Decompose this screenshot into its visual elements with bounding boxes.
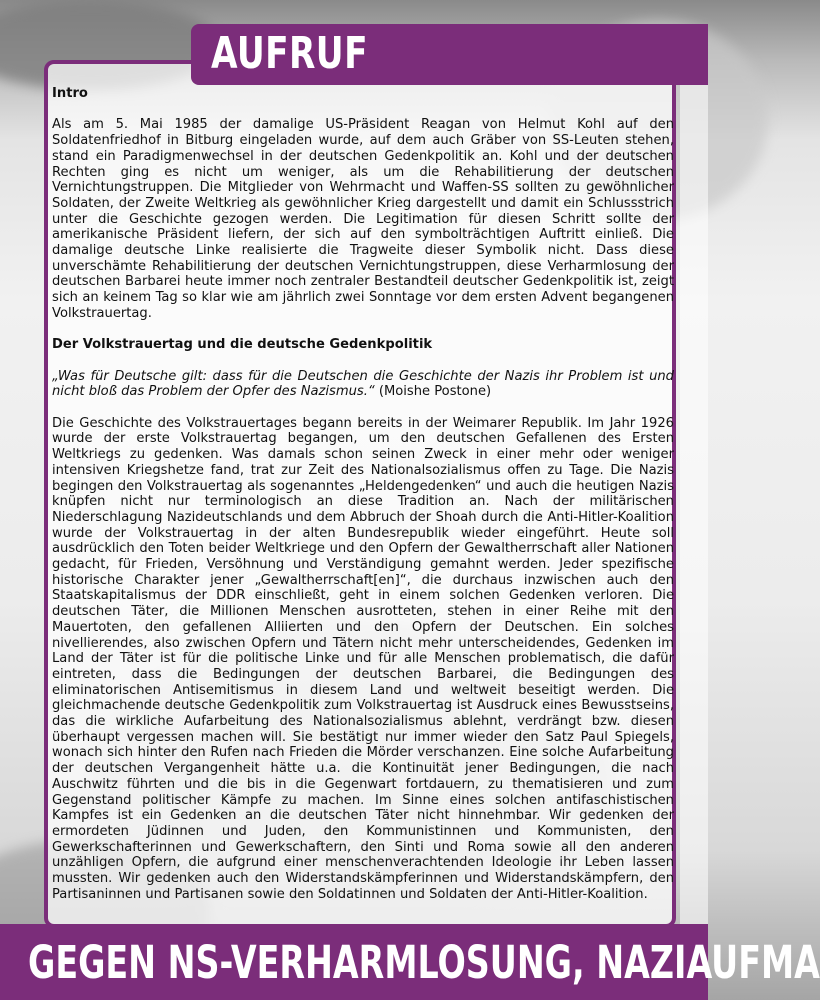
quote-author: (Moishe Postone): [374, 384, 492, 400]
header-banner: [191, 24, 708, 85]
page-title: AUFRUF: [211, 28, 368, 79]
right-edge-strip: [680, 85, 708, 925]
section-heading: Der Volkstrauertag und die deutsche Gedenkpolitik: [52, 337, 433, 353]
intro-heading: Intro: [52, 86, 88, 101]
footer-banner: [0, 924, 820, 1000]
quote-paragraph: [52, 369, 674, 400]
article-body: [52, 86, 674, 903]
body-paragraph: Die Geschichte des Volkstrauertages begann bereits in der Weimarer Republik. Im Jahr 1926 wurde der erste Volkstrauertag begangen, um den deutschen Gefallenen des Ersten Weltkriegs zu gedenken. Was damals schon seinen Zweck in einer mehr oder weniger intensiven Kriegshetze fand, trat zur Zeit des Nationalsozialismus offen zu Tage. Die Nazis begingen den Volkstrauertag als sogenanntes „Heldengedenken“ und auch die heutigen Nazis knüpfen nicht nur terminologisch an diese Tradition an. Nach der militärischen Niederschlagung Nazideutschlands und dem Abbruch der Shoah durch die Anti-Hitler-Koalition wurde der Volkstrauertag in der alten Bundesrepublik wieder eingeführt. Heute soll ausdrücklich den Toten beider Weltkriege und den Opfern der Gewaltherrschaft aller Nationen gedacht, für Frieden, Versöhnung und Verständigung gemahnt werden. Jeder spezifische historische Charakter jener „Gewaltherrschaft[en]“, die durchaus inzwischen auch den Staatskapitalismus der DDR einschließt, geht in einem solchen Gedenken verloren. Die deutschen Täter, die Millionen Menschen ausrotteten, stehen in einer Reihe mit den Mauertoten, den gefallenen Alliierten und den Opfern der Deutschen. Ein solches nivellierendes, also zwischen Opfern und Tätern nicht mehr unterscheidendes, Gedenken im Land der Täter ist für die politische Linke und für alle Menschen problematisch, die dafür eintreten, dass die Bedingungen der deutschen Barbarei, die Bedingungen des eliminatorischen Antisemitismus in diesem Land und weltweit beseitigt werden. Die gleichmachende deutsche Gedenkpolitik zum Volkstrauertag ist Ausdruck eines Bewusstseins, das die wirkliche Aufarbeitung des Nationalsozialismus ablehnt, verdrängt bzw. diesen überhaupt vergessen machen will. Sie bestätigt nur immer wieder den Satz Paul Spiegels, wonach sich hinter den Rufen nach Frieden die Mörder verschanzen. Eine solche Aufarbeitung der deutschen Vergangenheit hätte u.a. die Kontinuität jener Bedingungen, die nach Auschwitz führten und die bis in die Gegenwart fortdauern, zu thematisieren und zum Gegenstand politischer Kämpfe zu machen. Im Sinne eines solchen antifaschistischen Kampfes ist ein Gedenken an die deutschen Täter nicht hinnehmbar. Wir gedenken der ermordeten Jüdinnen und Juden, den Kommunistinnen und Kommunisten, den Gewerkschafterinnen und Gewerkschaftern, den Sinti und Roma sowie all den anderen unzähligen Opfern, die aufgrund einer menschenverachtenden Ideologie ihr Leben lassen mussten. Wir gedenken auch den Widerstandskämpferinnen und Widerstandskämpfern, den Partisaninnen und Partisanen sowie den Soldatinnen und Soldaten der Anti-Hitler-Koalition.: [52, 415, 674, 902]
footer-slogan: GEGEN NS-VERHARMLOSUNG, NAZIAUFMA: [28, 936, 820, 989]
intro-paragraph: Als am 5. Mai 1985 der damalige US-Präsident Reagan von Helmut Kohl auf den Soldatenfriedhof in Bitburg eingeladen wurde, auf dem auch Gräber von SS-Leuten stehen, stand ein Paradigmenwechsel in der deutschen Gedenkpolitik an. Kohl und der deutschen Rechten ging es nicht um weniger, als um die Rehabilitierung der deutschen Vernichtungstruppen. Die Mitglieder von Wehrmacht und Waffen-SS sollten zu gewöhnlicher Soldaten, der Zweite Weltkrieg als gewöhnlicher Krieg dargestellt und damit ein Schlussstrich unter die Geschichte gezogen werden. Die Legitimation für diesen Schritt sollte der amerikanische Präsident liefern, der sich auf den symbolträchtigen Auftritt einließ. Die damalige deutsche Linke realisierte die Tragweite dieser Symbolik nicht. Dass diese unverschämte Rehabilitierung der deutschen Vernichtungstruppen, diese Verharmlosung der deutschen Barbarei heute immer noch zentraler Bestandteil deutscher Gedenkpolitik ist, zeigt sich an keinem Tag so klar wie am jährlich zwei Sonntage vor dem ersten Advent begangenen Volkstrauertag.: [52, 117, 674, 321]
quote-text: „Was für Deutsche gilt: dass für die Deutschen die Geschichte der Nazis ihr Problem ist und nicht bloß das Problem der Opfer des Nazismus.“: [52, 368, 674, 400]
